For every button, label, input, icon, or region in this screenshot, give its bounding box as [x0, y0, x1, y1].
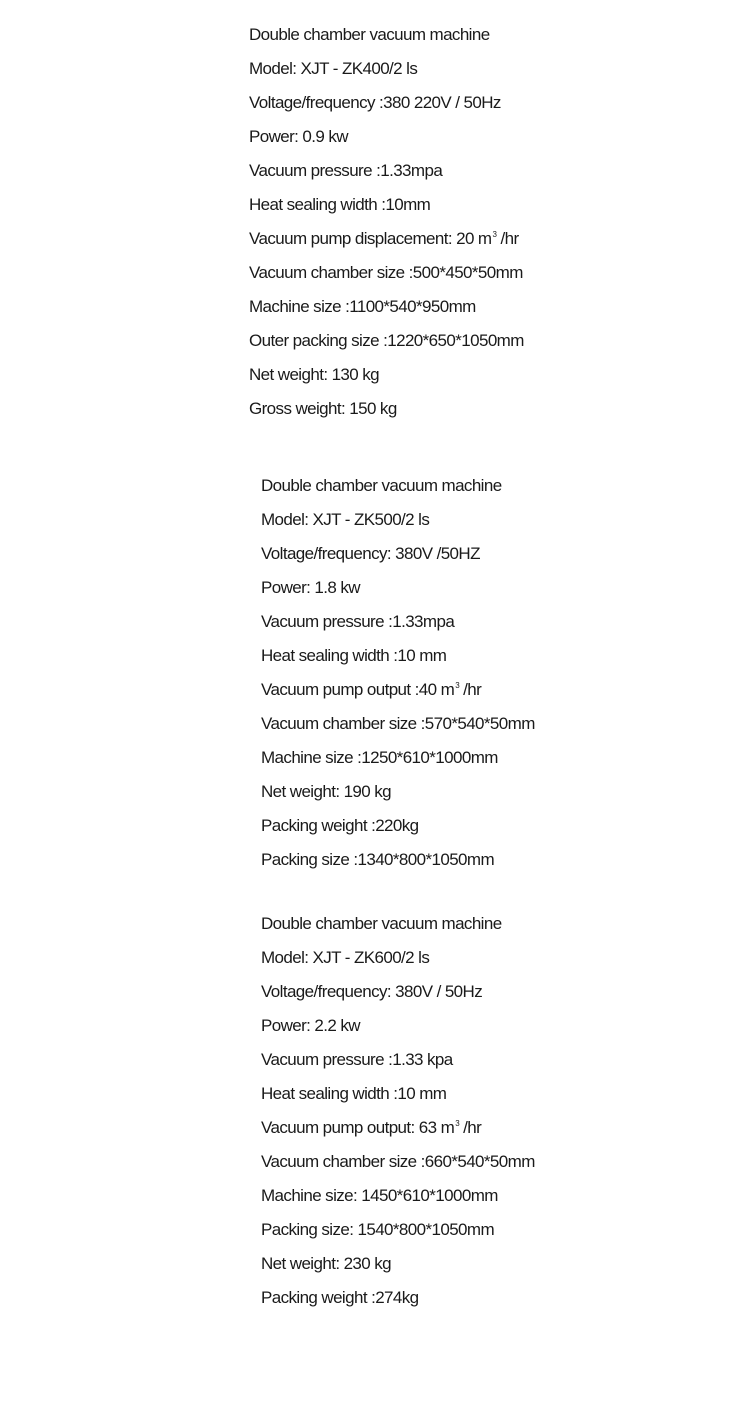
spec-pump-unit-suffix: /hr [496, 229, 519, 248]
spec-net-weight: Net weight: 190 kg [261, 782, 392, 801]
spec-packing-size: Packing size: 1540*800*1050mm [261, 1220, 495, 1239]
spec-vacuum-pressure: Vacuum pressure :1.33mpa [249, 161, 443, 180]
spec-title: Double chamber vacuum machine [249, 25, 490, 44]
spec-pump-unit-exponent: 3 [492, 230, 497, 239]
spec-pump-value: Vacuum pump output: 63 m [261, 1118, 455, 1137]
spec-gross-weight: Gross weight: 150 kg [249, 399, 397, 418]
spec-packing-size: Packing size :1340*800*1050mm [261, 850, 495, 869]
spec-title: Double chamber vacuum machine [261, 476, 502, 495]
spec-pump-displacement [249, 227, 524, 261]
spec-block-zk400 [249, 23, 524, 431]
spec-pump-unit-suffix: /hr [459, 1118, 482, 1137]
spec-chamber-size: Vacuum chamber size :570*540*50mm [261, 714, 535, 733]
spec-machine-size: Machine size: 1450*610*1000mm [261, 1186, 498, 1205]
spec-net-weight: Net weight: 230 kg [261, 1254, 392, 1273]
spec-chamber-size: Vacuum chamber size :500*450*50mm [249, 263, 523, 282]
spec-pump-unit-suffix: /hr [459, 680, 482, 699]
spec-pump-value: Vacuum pump output :40 m [261, 680, 455, 699]
spec-pump-value: Vacuum pump displacement: 20 m [249, 229, 492, 248]
spec-voltage: Voltage/frequency :380 220V / 50Hz [249, 93, 501, 112]
spec-pump-unit-exponent: 3 [455, 1119, 460, 1128]
spec-block-zk600 [261, 912, 535, 1320]
spec-machine-size: Machine size :1250*610*1000mm [261, 748, 498, 767]
spec-power: Power: 1.8 kw [261, 578, 360, 597]
spec-sealing-width: Heat sealing width :10 mm [261, 646, 447, 665]
spec-pump-output [261, 1116, 535, 1150]
spec-sealing-width: Heat sealing width :10mm [249, 195, 431, 214]
spec-model: Model: XJT - ZK600/2 ls [261, 948, 430, 967]
spec-model: Model: XJT - ZK500/2 ls [261, 510, 430, 529]
spec-power: Power: 2.2 kw [261, 1016, 360, 1035]
spec-machine-size: Machine size :1100*540*950mm [249, 297, 476, 316]
spec-pump-output [261, 678, 535, 712]
spec-block-zk500 [261, 474, 535, 882]
spec-model: Model: XJT - ZK400/2 ls [249, 59, 418, 78]
spec-vacuum-pressure: Vacuum pressure :1.33 kpa [261, 1050, 453, 1069]
spec-net-weight: Net weight: 130 kg [249, 365, 380, 384]
spec-packing-weight: Packing weight :220kg [261, 816, 419, 835]
spec-outer-packing-size: Outer packing size :1220*650*1050mm [249, 331, 524, 350]
spec-sealing-width: Heat sealing width :10 mm [261, 1084, 447, 1103]
spec-packing-weight: Packing weight :274kg [261, 1288, 419, 1307]
spec-pump-unit-exponent: 3 [455, 681, 460, 690]
spec-chamber-size: Vacuum chamber size :660*540*50mm [261, 1152, 535, 1171]
spec-vacuum-pressure: Vacuum pressure :1.33mpa [261, 612, 455, 631]
spec-title: Double chamber vacuum machine [261, 914, 502, 933]
spec-voltage: Voltage/frequency: 380V /50HZ [261, 544, 480, 563]
spec-power: Power: 0.9 kw [249, 127, 348, 146]
spec-voltage: Voltage/frequency: 380V / 50Hz [261, 982, 483, 1001]
